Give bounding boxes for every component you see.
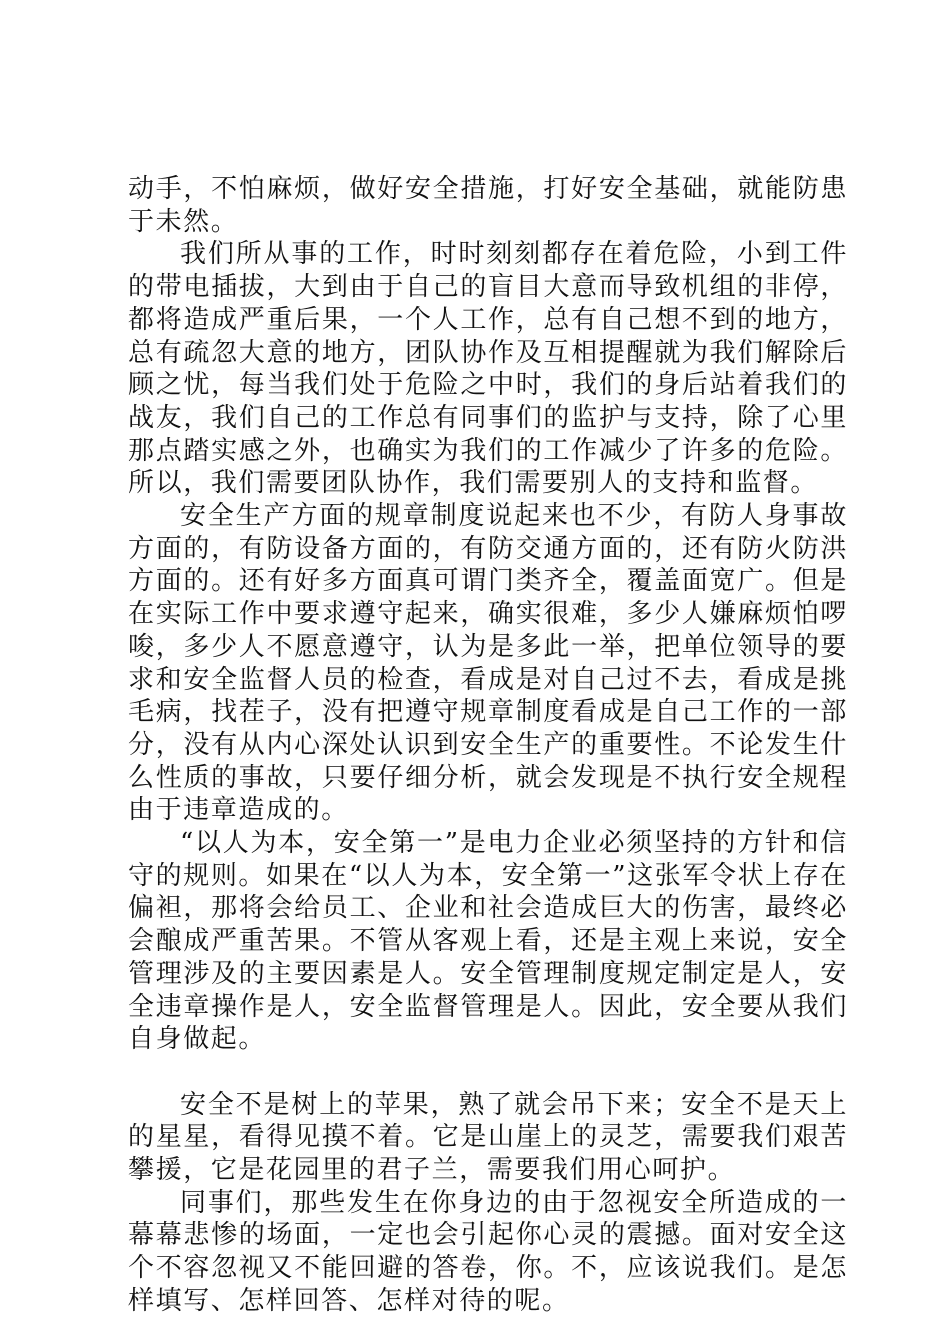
paragraph-gap [128, 1056, 848, 1089]
paragraph-closing: 同事们，那些发生在你身边的由于忽视安全所造成的一幕幕悲惨的场面，一定也会引起你心灵的震撼。面对安全这个不容忽视又不能回避的答卷，你。不，应该说我们。是怎样填写、怎样回答、怎样对待的呢。 [128, 1187, 848, 1316]
paragraph-safety-metaphor: 安全不是树上的苹果，熟了就会吊下来；安全不是天上的星星，看得见摸不着。它是山崖上的灵芝，需要我们艰苦攀援，它是花园里的君子兰，需要我们用心呵护。 [128, 1089, 848, 1186]
paragraph-regulations: 安全生产方面的规章制度说起来也不少，有防人身事故方面的，有防设备方面的，有防交通方面的，还有防火防洪方面的。还有好多方面真可谓门类齐全，覆盖面宽广。但是在实际工作中要求遵守起来，确实很难，多少人嫌麻烦怕啰唆，多少人不愿意遵守，认为是多此一举，把单位领导的要求和安全监督人员的检查，看成是对自己过不去，看成是挑毛病，找茬子，没有把遵守规章制度看成是自己工作的一部分，没有从内心深处认识到安全生产的重要性。不论发生什么性质的事故，只要仔细分析，就会发现是不执行安全规程由于违章造成的。 [128, 501, 848, 826]
document-body [128, 173, 848, 1318]
paragraph-people-first: “以人为本，安全第一”是电力企业必须坚持的方针和信守的规则。如果在“以人为本，安全第一”这张军令状上存在偏袒，那将会给员工、企业和社会造成巨大的伤害，最终必会酿成严重苦果。不管从客观上看，还是主观上来说，安全管理涉及的主要因素是人。安全管理制度规定制定是人，安全违章操作是人，安全监督管理是人。因此，安全要从我们自身做起。 [128, 828, 848, 1055]
paragraph-continued: 动手，不怕麻烦，做好安全措施，打好安全基础，就能防患于未然。 [128, 174, 848, 237]
paragraph-teamwork: 我们所从事的工作，时时刻刻都存在着危险，小到工件的带电插拔，大到由于自己的盲目大意而导致机组的非停，都将造成严重后果，一个人工作，总有自己想不到的地方，总有疏忽大意的地方，团队协作及互相提醒就为我们解除后顾之忧，每当我们处于危险之中时，我们的身后站着我们的战友，我们自己的工作总有同事们的监护与支持，除了心里那点踏实感之外，也确实为我们的工作减少了许多的危险。所以，我们需要团队协作，我们需要别人的支持和监督。 [128, 239, 848, 499]
